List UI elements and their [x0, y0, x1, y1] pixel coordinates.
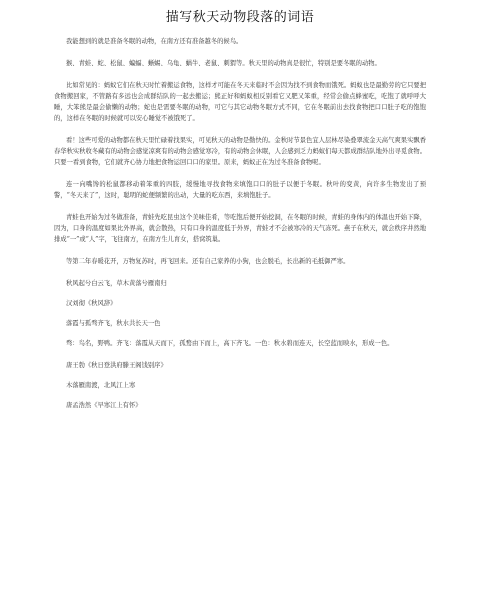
paragraph-intro: 我能想到的就是准备冬眠的动物，在南方还有准备越冬的候鸟。 — [66, 38, 243, 45]
poem-line-3: 木落雁南渡，北风江上寒 — [66, 382, 136, 389]
paragraph-animals-list: 猴、青蛙、蛇、松鼠、蝙蝠、蜥蜴、乌龟、蜗牛、老鼠、刺猬等。秋天里的动物真是很忙，特别是要冬眠的动物。 — [66, 60, 381, 67]
poem-source-1: 汉刘彻《秋风辞》 — [66, 300, 117, 307]
paragraph-frog-snake: 连一向嘴馋的松鼠都移动着笨重的四肢，缓慢地寻找食物来填饱口口的肚子以便于冬眠。秋叶的变黄，向许多生物发出了预警，“冬天来了”，这时，聪明的蛇便频繁的出动，大量的吃东西，来填饱肚子。 — [54, 181, 426, 199]
paragraph-common-examples: 比如常见的：蚂蚁它们在秋天时忙着搬运食物，这样才可能在冬天来临时不会因为找不到食物而饿死。蚂蚁也是最勤劳的它只要把食物搬回家，不管路有多远也会成群结队的一起去搬运；熊正好和蚂蚁相反别看它又肥又笨重，经常会偷点蜂蜜吃，吃饱了就呼呼大睡，大笨熊是最会偷懒的动物；蛇也是需要冬眠的动物，可它与其它动物冬眠方式不同，它在冬眠前出去找食物把口口肚子吃的饱饱的，这样在冬眠的时候就可以安心睡觉不被饿死了。 — [54, 82, 426, 122]
paragraph-frog-winter: 青蛙也开始为过冬做准备，青蛙先吃昆虫这个美味佳肴，等吃饱后便开始挖洞，在冬眠的时候，青蛙的身体内的体温也开始下降，因为，口身的温度如果比外界高，就会散热，只有口身的温度低于外界，青蛙才不会被寒冷的天气冻死。燕子在秋天，就会秩序井然地排成“一”或“人”字，飞往南方，在南方生儿育女，搭窝筑巢。 — [54, 214, 426, 243]
document-title: 描写秋天动物段落的词语 — [165, 10, 315, 25]
poem-line-2: 落霞与孤骛齐飞，秋水共长天一色 — [66, 320, 161, 327]
poem-source-3: 唐孟浩然《早寒江上有怀》 — [66, 402, 142, 409]
paragraph-busy-animals: 看！这些可爱的动物都在秋天里忙碌着找果实，可见秋天的动物是勤快的。金秋时节景色宜人层林尽染叠翠流金天高气爽果实飘香春华秋实秋收冬藏有的动物会感觉凉爽有的动物会感觉寒冷，有的动物会休眠，人会感到乏力蚂蚁们每天都成群结队地外出寻觅食物。只要一看到食物，它们就齐心协力地把食物运回口口的家里。原来，蚂蚁正在为过冬准备食物呢。 — [54, 137, 426, 166]
poem-source-2: 唐王勃《秋日登洪府滕王阁饯别序》 — [66, 362, 167, 369]
poem-line-1: 秋风起兮白云飞，草木黄落兮雁南归 — [66, 280, 167, 287]
poem-note-2: 骛：鸟名，野鸭。齐飞：落霞从天而下，孤鹜由下而上，高下齐飞。一色：秋水碧而连天，长空蓝而映水，形成一色。 — [66, 340, 394, 347]
paragraph-spring-return: 等第二年春暖花开，万物复苏时，再飞回来。还有自己家养的小狗，也会脱毛，长出新的毛抵御严寒。 — [66, 258, 350, 265]
